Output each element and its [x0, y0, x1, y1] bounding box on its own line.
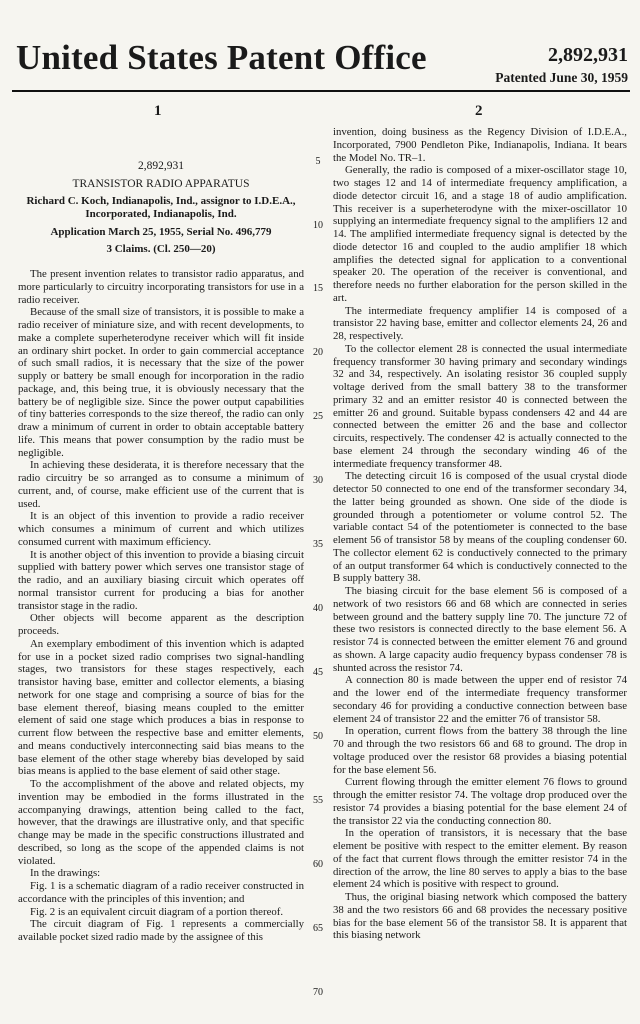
line-number: 35 — [313, 539, 323, 550]
paragraph: Fig. 1 is a schematic diagram of a radio receiver constructed in accordance with the principles of this invention; and — [18, 880, 304, 905]
line-number: 10 — [313, 220, 323, 231]
line-number: 15 — [313, 283, 323, 294]
paragraph: The biasing circuit for the base element 56 is composed of a network of two resistors 66 and 68 which are connected in series between ground and the battery supply line 70. The juncture 72 of these two resistors is connected directly to the base element 56. A resistor 74 is connected between the emitter element 76 and ground as shown. A large capacity audio frequency bypass condenser 78 is shunted across the resistor 74. — [333, 585, 627, 674]
line-number: 25 — [313, 411, 323, 422]
paragraph: Generally, the radio is composed of a mixer-oscillator stage 10, two stages 12 and 14 of intermediate frequency amplification, a diode detector circuit 16, and a stage 18 of audio amplification. This receiver is a superheterodyne with the mixer-oscillator 10 supplying an intermediate frequency signal to the amplifiers 12 and 14. The amplified intermediate frequency signal is detected by the diode detector 16 and coupled to the audio amplifier 18 which amplifies the detected signal for application to a conventional speaker 20. The operation of the receiver is conventional, and therefore needs no further elaboration for the person skilled in the art. — [333, 164, 627, 304]
invention-title: TRANSISTOR RADIO APPARATUS — [72, 178, 250, 190]
paragraph: An exemplary embodiment of this invention which is adapted for use in a pocket sized radio comprises two signal-handling stages, two transistors for these stages respectively, each transistor having base, emitter and collector elements, a biasing network for one stage and comprising a source of bias for the base element thereof, biasing means coupled to the emitter element of said one stage which produces a bias in response to current flow between the respective base and emitter elements, and means conductively interconnecting said bias means to the base element of the other stage whereby bias developed by said bias means is applied to the base element of said other stage. — [18, 637, 304, 778]
paragraph: Other objects will become apparent as the description proceeds. — [18, 612, 304, 637]
header-patent-number: 2,892,931 — [548, 44, 628, 66]
header-rule — [12, 90, 630, 92]
line-number: 55 — [313, 795, 323, 806]
line-number: 30 — [313, 475, 323, 486]
paragraph: In the drawings: — [30, 867, 101, 880]
column-number-left: 1 — [154, 103, 162, 119]
column-number-right: 2 — [475, 103, 483, 119]
paragraph: The intermediate frequency amplifier 14 is composed of a transistor 22 having base, emitter and collector elements 24, 26 and 28, respectively. — [333, 304, 627, 342]
paragraph: A connection 80 is made between the upper end of resistor 74 and the lower end of the intermediate frequency transformer secondary 46 for providing a conductive connection between base element 24 of transistor 22 and the emitter 76 of transistor 58. — [333, 674, 627, 725]
line-number: 70 — [313, 987, 323, 998]
line-number: 5 — [315, 156, 321, 167]
paragraph: In achieving these desiderata, it is therefore necessary that the radio circuitry be so arranged as to consume a minimum of current, and, of course, make efficient use of the current that is used. — [18, 459, 304, 510]
paragraph: In operation, current flows from the battery 38 through the line 70 and through the two resistors 66 and 68 to ground. The drop in voltage produced over the resistor 68 provides a biasing potential for the base element 56. — [333, 725, 627, 776]
paragraph: The circuit diagram of Fig. 1 represents a commercially available pocket sized radio made by the assignee of this — [18, 918, 304, 943]
line-number: 45 — [313, 667, 323, 678]
paragraph: It is another object of this invention to provide a biasing circuit supplied with battery power which serves one transistor stage of the radio, and an auxiliary biasing circuit which operates off normal transistor current for producing a bias for another transistor stage in the radio. — [18, 548, 304, 612]
paragraph: To the collector element 28 is connected the usual intermediate frequency transformer 30 having primary and secondary windings 32 and 34, respectively. An isolating resistor 36 coupled supply voltage derived from the small battery 38 to the transformer primary 32 and an emitter resistor 40 is connected between the emitter 26 and ground. Suitable bypass condensers 42 and 44 are connected between the emitter 26 and the base and collector circuits, respectively. The condenser 42 is actually connected to the base element 24 through the secondary winding 46 of the intermediate frequency transformer 48. — [333, 342, 627, 470]
line-number: 65 — [313, 923, 323, 934]
paragraph: To the accomplishment of the above and related objects, my invention may be embodied in the forms illustrated in the accompanying drawings, attention being called to the fact, however, that the drawings are illustrative only, and that specific change may be made in the specific constructions illustrated and described, so long as the scope of the appended claims is not violated. — [18, 778, 304, 867]
line-number: 60 — [313, 859, 323, 870]
office-title: United States Patent Office — [16, 38, 427, 77]
paragraph: Fig. 2 is an equivalent circuit diagram of a portion thereof. — [30, 905, 284, 918]
paragraph: The detecting circuit 16 is composed of the usual crystal diode detector 50 connected to one end of the transformer secondary 34, the latter being grounded as shown. One side of the diode is grounded through a potentiometer or volume control 52. The variable contact 54 of the potentiometer is connected to the base element 56 of transistor 58 by means of the coupling condenser 60. The collector element 62 is conductively connected to the primary of an output transformer 64 which is conductively connected to the B supply battery 38. — [333, 470, 627, 585]
line-number: 50 — [313, 731, 323, 742]
paragraph: Thus, the original biasing network which composed the battery 38 and the two resistors 66 and 68 provides the necessary positive bias for the base element 56 of the transistor 58. It is apparent that this biasing network — [333, 891, 627, 942]
line-number: 20 — [313, 347, 323, 358]
paragraph: The present invention relates to transistor radio apparatus, and more particularly to circuitry incorporating transistors for use in a radio receiver. — [18, 268, 304, 306]
paragraph: invention, doing business as the Regency Division of I.D.E.A., Incorporated, 7900 Pendleton Pike, Indianapolis, Indiana. It bears the Model No. TR–1. — [333, 126, 627, 164]
paragraph: Because of the small size of transistors, it is possible to make a radio receiver of miniature size, and with recent developments, to make a complete superheterodyne receiver which will fit inside an ordinary shirt pocket. In order to gain commercial acceptance of such small radios, it is necessary that the size of the power supply or battery be small enough for incorporation in the radio package, and, this being true, it is obviously necessary that the battery be of negligible size. Since the power output capabilities of tiny batteries corresponds to the size thereof, the radio can only draw a minimum of current in order to obtain acceptable battery life. This means that power consumption by the radio must be negligible. — [18, 306, 304, 459]
paragraph: Current flowing through the emitter element 76 flows to ground through the emitter resistor 74. The voltage drop produced over the resistor 74 provides a biasing potential for the base element 24 of the transistor 22 via the conducting connection 80. — [333, 776, 627, 827]
inventor-assignment: Richard C. Koch, Indianapolis, Ind., assignor to I.D.E.A., Incorporated, Indianapolis, Ind. — [26, 195, 296, 220]
front-patent-number: 2,892,931 — [138, 160, 184, 172]
line-number: 40 — [313, 603, 323, 614]
claims-line: 3 Claims. (Cl. 250—20) — [106, 243, 216, 255]
column-right-text — [333, 126, 627, 1016]
paragraph: In the operation of transistors, it is necessary that the base element be positive with respect to the emitter element. By reason of the fact that current flows through the emitter resistor 74 in the direction of the arrow, the line 80 serves to apply a bias to the base element 24 which is positive with respect to ground. — [333, 827, 627, 891]
application-line: Application March 25, 1955, Serial No. 496,779 — [50, 226, 272, 238]
header-patent-date: Patented June 30, 1959 — [495, 70, 628, 85]
paragraph: It is an object of this invention to provide a radio receiver which consumes a minimum of current and which utilizes consumed current with maximum efficiency. — [18, 510, 304, 548]
column-left-text — [18, 268, 304, 1013]
